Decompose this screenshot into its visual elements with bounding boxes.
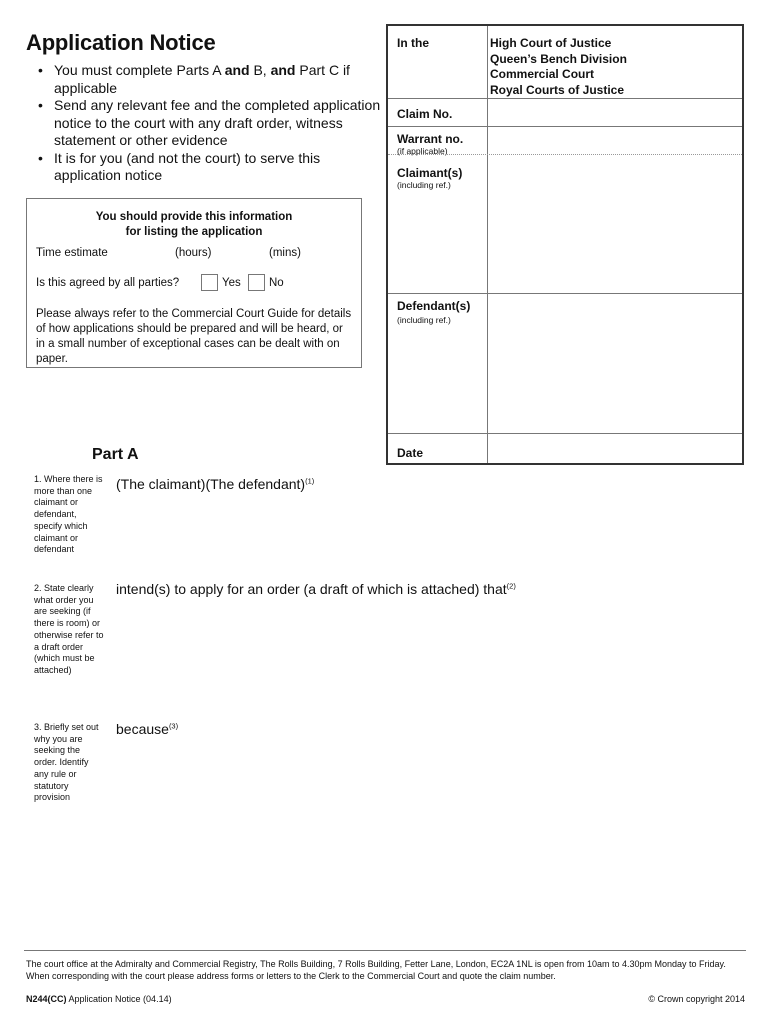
warrant-no-sublabel: (if applicable) — [397, 146, 448, 156]
defendants-sublabel: (including ref.) — [397, 315, 451, 325]
guide-note: Please always refer to the Commercial Court Guide for details of how applications should be prepared and will be heard, or in a small number of exceptional cases can be dealt with on paper. — [36, 308, 352, 365]
q3-ref: (3) — [168, 721, 179, 731]
q2-text-main: intend(s) to apply for an order (a draft of which is attached) that — [116, 581, 507, 597]
instruction-list — [38, 62, 388, 185]
form-name: Application Notice (04.14) — [66, 994, 172, 1004]
part-a-heading: Part A — [92, 446, 139, 463]
warrant-no-field[interactable] — [488, 127, 742, 154]
q2-answer-field[interactable] — [116, 604, 744, 714]
yes-checkbox[interactable] — [201, 274, 218, 291]
q1-text — [116, 476, 314, 492]
claimants-field[interactable] — [488, 155, 742, 292]
no-label: No — [269, 277, 284, 289]
instruction-run: It is for you (and not the court) to serve this application notice — [54, 149, 321, 183]
emphasis-text: and — [224, 62, 250, 78]
court-name-line: Commercial Court — [490, 67, 595, 81]
date-field[interactable] — [488, 434, 742, 463]
copyright: © Crown copyright 2014 — [648, 994, 745, 1004]
instruction-text — [54, 97, 388, 150]
instruction-run: B, — [249, 62, 271, 78]
form-code: N244(CC) — [26, 994, 67, 1004]
no-checkbox[interactable] — [248, 274, 265, 291]
court-name-line: Queen’s Bench Division — [490, 51, 627, 66]
instruction-item: • You must complete Parts A and B, and Part C if applicable — [38, 62, 388, 97]
q3-side-note: 3. Briefly set out why you are seeking the order. Identify any rule or statutory provision — [34, 722, 99, 803]
q2-ref: (2) — [506, 581, 516, 591]
mins-field[interactable]: (mins) — [269, 247, 301, 259]
q3-answer-field[interactable] — [116, 744, 744, 940]
agreed-row — [36, 274, 356, 294]
emphasis-text: and — [270, 62, 296, 78]
page-title: Application Notice — [26, 30, 216, 55]
claim-no-label: Claim No. — [397, 107, 453, 121]
claimants-label: Claimant(s) — [397, 166, 463, 180]
q2-text — [116, 581, 516, 597]
court-name — [490, 36, 627, 98]
defendants-label: Defendant(s) — [397, 299, 471, 313]
instruction-text — [54, 62, 388, 97]
court-office-text: The court office at the Admiralty and Commercial Registry, The Rolls Building, 7 Rolls Building, Fetter Lane, London, EC2A 1NL is open from 10am to 4.30pm Monday to Friday. When corresponding with the court please address forms or letters to the Clerk to the Commercial Court and quote the claim number. — [26, 959, 726, 981]
court-name-line: Royal Courts of Justice — [490, 82, 625, 97]
instruction-text — [54, 150, 388, 185]
instruction-run: Send any relevant fee and the completed application notice to the court with any draft order, witness statement or other evidence — [54, 97, 381, 148]
q1-side-note: 1. Where there is more than one claimant or defendant, specify which claimant or defendant — [34, 474, 103, 555]
instruction-run: Part C if applicable — [54, 62, 350, 96]
time-estimate-label: Time estimate — [36, 247, 108, 259]
listing-info-box — [26, 198, 362, 368]
defendants-field[interactable] — [488, 294, 742, 432]
q1-ref: (1) — [305, 476, 315, 486]
form-reference — [26, 994, 172, 1004]
q2-side-note: 2. State clearly what order you are seeking (if there is room) or otherwise refer to a draft order (which must be attached) — [34, 583, 104, 675]
instruction-item: • It is for you (and not the court) to serve this application notice — [38, 150, 388, 185]
agreed-question: Is this agreed by all parties? — [36, 277, 180, 289]
q3-text — [116, 721, 178, 737]
instruction-item: • Send any relevant fee and the completed application notice to the court with any draft order, witness statement or other evidence — [38, 97, 388, 150]
court-details-box — [386, 24, 744, 465]
court-name-line: High Court of Justice — [490, 36, 612, 50]
yes-label: Yes — [222, 277, 241, 289]
q3-text-main: because — [116, 721, 169, 737]
date-label: Date — [397, 446, 424, 460]
in-the-label: In the — [397, 36, 429, 50]
listing-heading-line: You should provide this information — [95, 211, 293, 223]
hours-field[interactable]: (hours) — [175, 247, 212, 259]
q1-answer-field[interactable] — [116, 498, 744, 578]
q1-text-main: (The claimant)(The defendant) — [116, 476, 306, 492]
warrant-no-label: Warrant no. — [397, 132, 464, 146]
footer-divider — [24, 950, 746, 951]
claim-no-field[interactable] — [488, 99, 742, 126]
claimants-sublabel: (including ref.) — [397, 180, 451, 190]
listing-heading — [27, 210, 361, 240]
instruction-run: You must complete Parts A — [54, 62, 225, 78]
listing-heading-line: for listing the application — [125, 226, 263, 238]
